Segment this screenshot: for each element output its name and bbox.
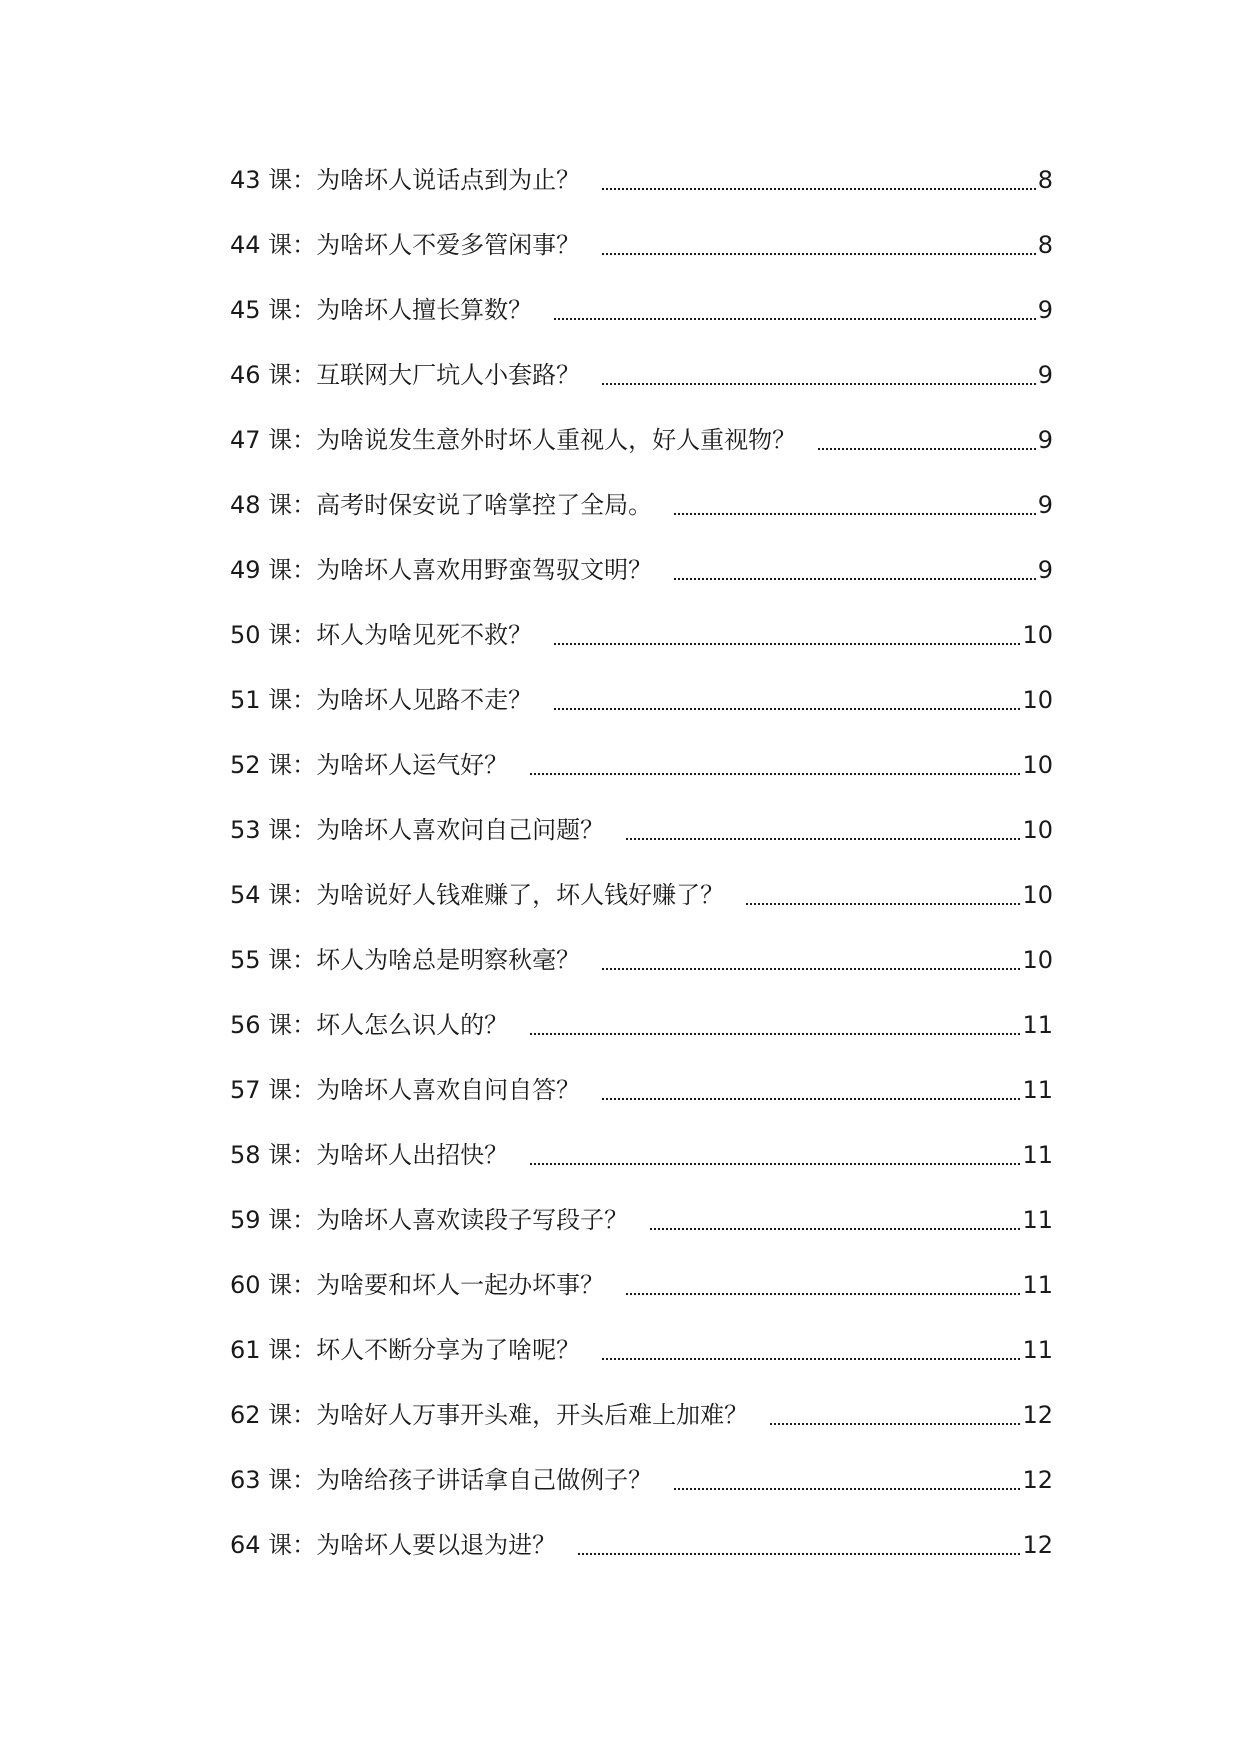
toc-entry[interactable] <box>230 748 1053 782</box>
toc-entry-page: 9 <box>1037 491 1053 519</box>
toc-entry-page: 10 <box>1022 881 1053 909</box>
toc-entry[interactable] <box>230 358 1053 392</box>
toc-entry-page: 10 <box>1022 816 1053 844</box>
toc-entry[interactable] <box>230 1138 1053 1172</box>
toc-dot-leader <box>602 1097 1020 1100</box>
toc-entry[interactable] <box>230 878 1053 912</box>
toc-entry[interactable] <box>230 1333 1053 1367</box>
toc-entry-page: 11 <box>1022 1141 1053 1169</box>
toc-entry[interactable] <box>230 1073 1053 1107</box>
toc-dot-leader <box>626 1292 1020 1295</box>
toc-entry-page: 9 <box>1037 426 1053 454</box>
toc-entry[interactable] <box>230 813 1053 847</box>
toc-dot-leader <box>626 837 1020 840</box>
toc-entry-title: 64 课：为啥坏人要以退为进？ <box>230 1531 557 1559</box>
toc-entry-page: 9 <box>1037 296 1053 324</box>
toc-entry-page: 11 <box>1022 1271 1053 1299</box>
toc-dot-leader <box>674 577 1036 580</box>
toc-entry-title: 55 课：坏人为啥总是明察秋毫？ <box>230 946 581 974</box>
toc-entry-title: 49 课：为啥坏人喜欢用野蛮驾驭文明？ <box>230 556 653 584</box>
toc-entry-page: 10 <box>1022 751 1053 779</box>
toc-entry[interactable] <box>230 228 1053 262</box>
toc-entry[interactable] <box>230 1008 1053 1042</box>
toc-dot-leader <box>530 1032 1020 1035</box>
toc-entry-title: 57 课：为啥坏人喜欢自问自答？ <box>230 1076 581 1104</box>
toc-dot-leader <box>530 772 1020 775</box>
toc-entry[interactable] <box>230 1268 1053 1302</box>
toc-entry[interactable] <box>230 293 1053 327</box>
toc-entry-title: 56 课：坏人怎么识人的？ <box>230 1011 509 1039</box>
toc-entry-page: 10 <box>1022 621 1053 649</box>
toc-entry[interactable] <box>230 423 1053 457</box>
toc-entry[interactable] <box>230 683 1053 717</box>
toc-dot-leader <box>770 1422 1020 1425</box>
toc-entry-page: 8 <box>1037 231 1053 259</box>
toc-entry-page: 11 <box>1022 1206 1053 1234</box>
toc-entry-title: 48 课：高考时保安说了啥掌控了全局。 <box>230 491 653 519</box>
toc-entry-title: 63 课：为啥给孩子讲话拿自己做例子？ <box>230 1466 653 1494</box>
toc-entry-title: 46 课：互联网大厂坑人小套路？ <box>230 361 581 389</box>
toc-dot-leader <box>674 1487 1020 1490</box>
toc-entry[interactable] <box>230 1398 1053 1432</box>
toc-entry-title: 47 课：为啥说发生意外时坏人重视人，好人重视物？ <box>230 426 797 454</box>
toc-entry-title: 61 课：坏人不断分享为了啥呢？ <box>230 1336 581 1364</box>
toc-dot-leader <box>602 1357 1020 1360</box>
toc-entry-title: 59 课：为啥坏人喜欢读段子写段子？ <box>230 1206 629 1234</box>
toc-entry-title: 58 课：为啥坏人出招快？ <box>230 1141 509 1169</box>
toc-entry[interactable] <box>230 618 1053 652</box>
toc-entry-title: 51 课：为啥坏人见路不走？ <box>230 686 533 714</box>
toc-entry-title: 43 课：为啥坏人说话点到为止？ <box>230 166 581 194</box>
toc-entry-page: 10 <box>1022 946 1053 974</box>
toc-entry-page: 12 <box>1022 1531 1053 1559</box>
toc-entry-page: 10 <box>1022 686 1053 714</box>
toc-entry-page: 9 <box>1037 361 1053 389</box>
toc-entry-title: 53 课：为啥坏人喜欢问自己问题？ <box>230 816 605 844</box>
toc-dot-leader <box>554 707 1020 710</box>
toc-entry[interactable] <box>230 1203 1053 1237</box>
toc-entry-title: 50 课：坏人为啥见死不救？ <box>230 621 533 649</box>
toc-entry-page: 9 <box>1037 556 1053 584</box>
toc-dot-leader <box>554 642 1020 645</box>
toc-entry-title: 62 课：为啥好人万事开头难，开头后难上加难？ <box>230 1401 749 1429</box>
toc-dot-leader <box>554 317 1036 320</box>
toc-entry[interactable] <box>230 553 1053 587</box>
toc-entry-page: 12 <box>1022 1466 1053 1494</box>
toc-dot-leader <box>674 512 1036 515</box>
toc-dot-leader <box>602 967 1020 970</box>
toc-entry[interactable] <box>230 163 1053 197</box>
toc-entry-page: 11 <box>1022 1011 1053 1039</box>
toc-entry[interactable] <box>230 943 1053 977</box>
toc-dot-leader <box>602 382 1036 385</box>
toc-entry-page: 11 <box>1022 1076 1053 1104</box>
toc-dot-leader <box>602 252 1036 255</box>
toc-entry-title: 45 课：为啥坏人擅长算数？ <box>230 296 533 324</box>
toc-dot-leader <box>818 447 1036 450</box>
table-of-contents <box>230 163 1053 1562</box>
toc-entry[interactable] <box>230 1528 1053 1562</box>
toc-dot-leader <box>602 187 1036 190</box>
toc-entry-page: 8 <box>1037 166 1053 194</box>
toc-entry-page: 12 <box>1022 1401 1053 1429</box>
toc-entry-title: 60 课：为啥要和坏人一起办坏事？ <box>230 1271 605 1299</box>
toc-dot-leader <box>530 1162 1020 1165</box>
toc-dot-leader <box>746 902 1020 905</box>
toc-dot-leader <box>578 1552 1020 1555</box>
toc-entry-page: 11 <box>1022 1336 1053 1364</box>
toc-entry-title: 54 课：为啥说好人钱难赚了，坏人钱好赚了？ <box>230 881 725 909</box>
toc-dot-leader <box>650 1227 1020 1230</box>
toc-entry-title: 52 课：为啥坏人运气好？ <box>230 751 509 779</box>
toc-entry-title: 44 课：为啥坏人不爱多管闲事？ <box>230 231 581 259</box>
toc-entry[interactable] <box>230 1463 1053 1497</box>
toc-entry[interactable] <box>230 488 1053 522</box>
